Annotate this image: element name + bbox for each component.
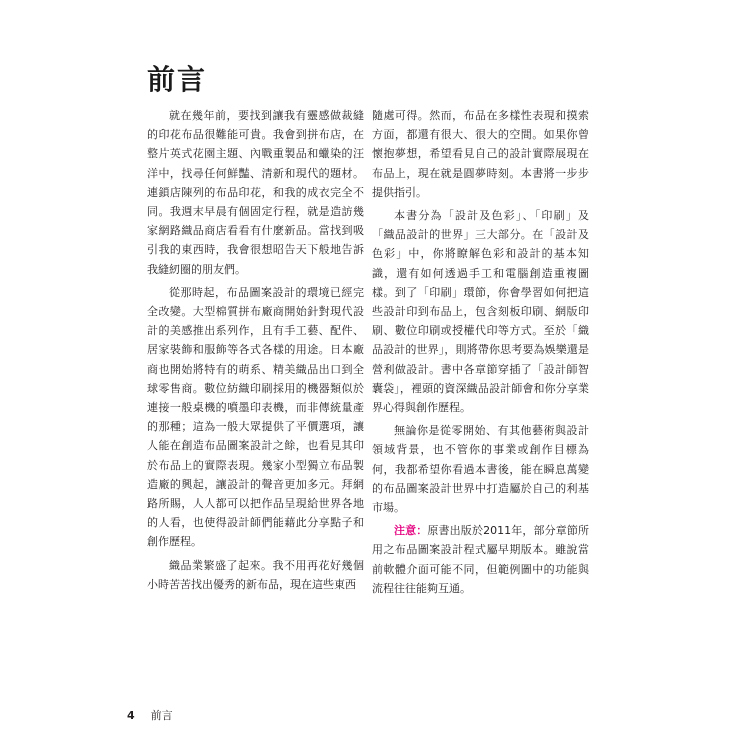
paragraph: 就在幾年前，要找到讓我有靈感做裁縫的印花布品很難能可貴。我會到拼布店，在整片英式花園主題、內戰重製品和蠟染的汪洋中，找尋任何鮮豔、清新和現代的題材。連鎖店陳列的布品印花，和我的成衣完全不同。我週末早晨有個固定行程，就是造訪幾家網路織品商店看看有什麼新品。當找到吸引我的東西時，我會很想昭告天下般地告訴我縫紉圈的朋友們。 (147, 109, 364, 276)
page-title: 前言 (147, 63, 208, 96)
note-label: 注意： (394, 524, 428, 538)
left-text-column (147, 106, 364, 598)
page-footer (127, 707, 173, 723)
paragraph: 從那時起，布品圖案設計的環境已經完全改變。大型棉質拼布廠商開始針對現代設計的美感推出系列作，且有手工藝、配件、居家裝飾和服飾等各式各樣的用途。日本廠商也開始將特有的萌系、精美織品出口到全球零售商。數位紡織印刷採用的機器類似於連接一般桌機的噴墨印表機，而非傳統量產的那種；這為一般大眾提供了平價選項，讓人能在創造布品圖案設計之餘，也看見其印於布品上的實際表現。幾家小型獨立布品製造廠的興起，讓設計的聲音更加多元。拜網路所賜，人人都可以把作品呈現給世界各地的人看，也使得設計師們能藉此分享點子和創作歷程。 (147, 285, 364, 549)
paragraph-continued: 隨處可得。然而，布品在多樣性表現和摸索方面，都還有很大、很大的空間。如果你曾懷抱夢想，希望看見自己的設計實際展現在布品上，現在就是圓夢時刻。本書將一步步提供指引。 (372, 109, 589, 199)
note-paragraph (372, 521, 589, 598)
paragraph: 織品業繁盛了起來。我不用再花好幾個小時苦苦找出優秀的新布品，現在這些東西 (147, 558, 364, 591)
paragraph: 無論你是從零開始、有其他藝術與設計領域背景，也不管你的事業或創作目標為何，我都希望你看過本書後，能在瞬息萬變的布品圖案設計世界中打造屬於自己的利基市場。 (372, 424, 589, 515)
running-footer-section: 前言 (150, 709, 173, 722)
right-text-column (372, 106, 589, 602)
page-number: 4 (127, 709, 135, 722)
paragraph: 本書分為「設計及色彩」、「印刷」及「織品設計的世界」三大部分。在「設計及色彩」中，你將瞭解色彩和設計的基本知識，還有如何透過手工和電腦創造重複圖樣。到了「印刷」環節，你會學習如何把這些設計印到布品上，包含刻板印刷、網版印刷、數位印刷或授權代印等方式。至於「織品設計的世界」，則將帶你思考要為娛樂還是營利做設計。書中各章節穿插了「設計師智囊袋」，裡頭的資深織品設計師會和你分享業界心得與創作歷程。 (372, 209, 589, 415)
note-text: 原書出版於2011年，部分章節所用之布品圖案設計程式屬早期版本。雖說當前軟體介面可能不同，但範例圖中的功能與流程往往能夠互通。 (372, 524, 589, 595)
